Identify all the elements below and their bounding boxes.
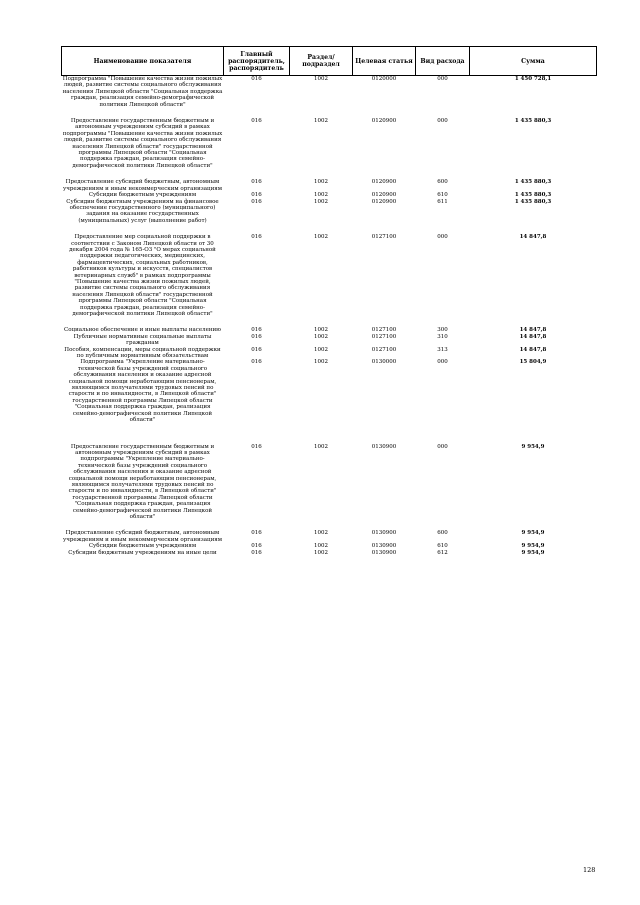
row-razdel: 1002: [314, 118, 328, 125]
row-name: Субсидии бюджетным учреждениям: [88, 543, 197, 550]
row-grbs: 016: [251, 179, 262, 186]
table-row: [62, 76, 597, 109]
row-name: Предоставление субсидий бюджетным, автономным учреждениям и иным некоммерческим организациям: [63, 179, 222, 192]
row-razdel: 1002: [314, 327, 328, 334]
row-vr: 612: [437, 549, 448, 556]
row-vr: 600: [437, 179, 448, 186]
row-grbs: 016: [251, 549, 262, 556]
row-vr: 000: [437, 76, 448, 82]
row-vr: 000: [437, 359, 448, 366]
row-grbs: 016: [251, 443, 262, 450]
row-vr: 610: [437, 543, 448, 550]
row-sum: 15 804,9: [519, 359, 547, 366]
row-cs: 0127100: [371, 234, 397, 241]
row-razdel: 1002: [314, 179, 328, 186]
row-sum: 9 954,9: [521, 530, 545, 537]
row-cs: 0130900: [371, 549, 397, 556]
row-cs: 0130000: [371, 359, 397, 366]
row-grbs: 016: [251, 192, 262, 199]
row-cs: 0120900: [371, 179, 397, 186]
row-sum: 1 435 880,3: [514, 179, 552, 186]
row-grbs: 016: [251, 118, 262, 125]
table-row: [62, 334, 597, 347]
row-razdel: 1002: [314, 192, 328, 199]
row-name: Предоставление государственным бюджетным и автономным учреждениям субсидий в рамках подпрограммы "Укрепление материально-технической базы учреждений социального обслуживания населения и оказание адресной социальной помощи неработающим пенсионерам, являющимся получателями трудовых пенсий по старости и по инвалидности, в Липецкой области" государственной программы Липецкой области "Социальная поддержка граждан, реализация семейно-демографической политики Липецкой области": [68, 443, 217, 520]
row-cs: 0120900: [371, 118, 397, 125]
header-grbs: Главный распорядитель, распорядитель: [224, 47, 290, 76]
row-cs: 0127100: [371, 346, 397, 353]
row-vr: 600: [437, 530, 448, 537]
row-sum: 1 435 880,3: [514, 118, 552, 125]
table-row: [62, 234, 597, 317]
row-grbs: 016: [251, 346, 262, 353]
header-cs: Целевая статья: [353, 47, 416, 76]
row-vr: 300: [437, 327, 448, 334]
row-name: Публичные нормативные социальные выплаты гражданам: [73, 333, 212, 347]
row-grbs: 016: [251, 530, 262, 537]
row-cs: 0130900: [371, 543, 397, 550]
table-header-row: [62, 47, 597, 76]
row-sum: 14 847,8: [519, 327, 547, 334]
row-sum: 14 847,8: [519, 333, 547, 340]
row-sum: 9 954,9: [521, 543, 545, 550]
row-cs: 0130900: [371, 443, 397, 450]
row-vr: 310: [437, 333, 448, 340]
table-row: [62, 444, 597, 521]
header-sum: Сумма: [470, 47, 597, 76]
row-sum: 1 435 880,3: [514, 192, 552, 199]
row-grbs: 016: [251, 76, 262, 82]
header-vr: Вид расхода: [416, 47, 470, 76]
row-razdel: 1002: [314, 198, 328, 205]
row-razdel: 1002: [314, 359, 328, 366]
page-number: 128: [583, 866, 596, 874]
row-razdel: 1002: [314, 333, 328, 340]
row-name: Предоставление государственным бюджетным и автономным учреждениям субсидий в рамках подпрограммы "Повышение качества жизни пожилых людей, развитие системы социального обслуживания населения Липецкой области" государственной программы Липецкой области "Социальная поддержка граждан, реализация семейно-демографической политики Липецкой области": [62, 118, 223, 169]
row-grbs: 016: [251, 543, 262, 550]
row-name: Подпрограмма "Укрепление материально-технической базы учреждений социального обслуживания населения и оказание адресной социальной помощи неработающим пенсионерам, являющимся получателями трудовых пенсий по старости и по инвалидности, в Липецкой области" государственной программы Липецкой области "Социальная поддержка граждан, реализация семейно-демографической политики Липецкой области": [68, 359, 217, 424]
table-row: [62, 199, 597, 225]
row-name: Предоставление субсидий бюджетным, автономным учреждениям и иным некоммерческим организациям: [63, 530, 222, 543]
table-row: [62, 179, 597, 192]
row-grbs: 016: [251, 327, 262, 334]
row-cs: 0127100: [371, 333, 397, 340]
header-razdel: Раздел/подраздел: [290, 47, 353, 76]
row-grbs: 016: [251, 234, 262, 241]
header-name: Наименование показателя: [62, 47, 224, 76]
table-row: [62, 550, 597, 556]
row-sum: 9 954,9: [521, 549, 545, 556]
row-razdel: 1002: [314, 530, 328, 537]
row-sum: 14 847,8: [519, 234, 547, 241]
row-razdel: 1002: [314, 234, 328, 241]
row-vr: 000: [437, 118, 448, 125]
row-name: Социальное обеспечение и иные выплаты населению: [64, 327, 221, 334]
row-vr: 313: [437, 346, 448, 353]
row-name: Пособия, компенсации, меры социальной поддержки по публичным нормативным обязательствам: [64, 346, 221, 360]
row-name: Субсидии бюджетным учреждениям: [88, 192, 197, 199]
row-razdel: 1002: [314, 443, 328, 450]
row-cs: 0127100: [371, 327, 397, 334]
table-row: [62, 118, 597, 169]
row-razdel: 1002: [314, 543, 328, 550]
row-cs: 0130900: [371, 530, 397, 537]
row-razdel: 1002: [314, 346, 328, 353]
table-row: [62, 359, 597, 423]
row-vr: 000: [437, 234, 448, 241]
row-vr: 610: [437, 192, 448, 199]
row-name: Субсидии бюджетным учреждениям на финансовое обеспечение государственного (муниципального) задания на оказание государственных (муниципальных) услуг (выполнение работ): [66, 198, 219, 224]
row-grbs: 016: [251, 198, 262, 205]
row-cs: 0120900: [371, 192, 397, 199]
budget-table: [61, 46, 597, 556]
row-sum: 9 954,9: [521, 443, 545, 450]
table-row: [62, 530, 597, 543]
table-row: [62, 347, 597, 360]
row-razdel: 1002: [314, 76, 328, 82]
row-cs: 0120000: [371, 76, 397, 82]
row-name: Субсидии бюджетным учреждениям на иные цели: [68, 549, 217, 556]
row-cs: 0120900: [371, 198, 397, 205]
row-vr: 611: [437, 198, 448, 205]
row-sum: 14 847,8: [519, 346, 547, 353]
row-name: Предоставление мер социальной поддержки в соответствии с Законом Липецкой области от 30 декабря 2004 года № 165-ОЗ "О мерах социальной поддержки педагогических, медицинских, фармацевтических, социальных работников, работников культуры и искусств, специалистов ветеринарных служб" в рамках подпрограммы "Повышение качества жизни пожилых людей, развитие системы социального обслуживания населения Липецкой области" государственной программы Липецкой области "Социальная поддержка граждан, реализация семейно-демографической политики Липецкой области": [69, 234, 216, 317]
row-vr: 000: [437, 443, 448, 450]
row-grbs: 016: [251, 359, 262, 366]
row-sum: 1 435 880,3: [514, 198, 552, 205]
row-razdel: 1002: [314, 549, 328, 556]
row-grbs: 016: [251, 333, 262, 340]
row-name: Подпрограмма "Повышение качества жизни пожилых людей, развитие системы социального обслуживания населения Липецкой области "Социальная поддержка граждан, реализация семейно-демографической политики Липецкой области": [62, 76, 223, 108]
row-sum: 1 450 728,1: [514, 76, 552, 82]
